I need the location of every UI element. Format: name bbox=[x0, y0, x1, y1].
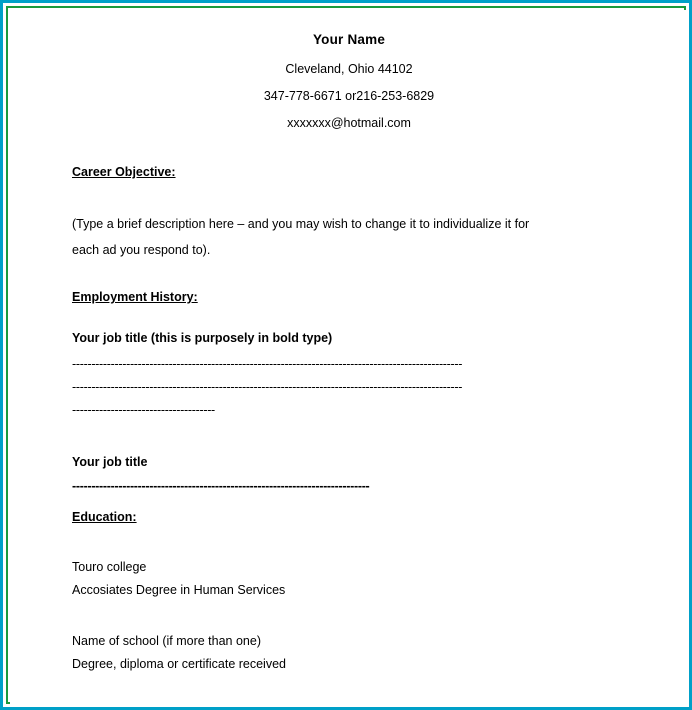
resume-header bbox=[72, 32, 626, 130]
education-entry-1 bbox=[72, 556, 626, 602]
education-section bbox=[72, 508, 626, 526]
education-school-1: Touro college bbox=[72, 560, 147, 574]
career-objective-section bbox=[72, 163, 626, 181]
education-degree-1: Accosiates Degree in Human Services bbox=[72, 583, 286, 597]
candidate-phone: 347-778-6671 or216-253-6829 bbox=[263, 89, 435, 103]
candidate-email: xxxxxxx@hotmail.com bbox=[287, 116, 411, 130]
job-title-1: Your job title (this is purposely in bold type) bbox=[72, 331, 333, 345]
employment-history-section bbox=[72, 288, 626, 306]
education-heading: Education: bbox=[72, 510, 137, 524]
career-objective-line-2: each ad you respond to). bbox=[72, 243, 211, 257]
resume-document bbox=[10, 10, 688, 706]
career-objective-body bbox=[72, 211, 626, 263]
education-entry-2 bbox=[72, 630, 626, 676]
career-objective-heading: Career Objective: bbox=[72, 165, 176, 179]
candidate-name: Your Name bbox=[312, 32, 386, 47]
job-title-2: Your job title bbox=[72, 455, 148, 469]
job-2-rule-line: ----------------------------------------------------------------------------- bbox=[72, 479, 370, 493]
education-school-2: Name of school (if more than one) bbox=[72, 634, 261, 648]
job-1-rule-line-3: ------------------------------------- bbox=[72, 403, 215, 417]
job-1-rule-line-2: ----------------------------------------------------------------------------------------------------- bbox=[72, 380, 463, 394]
education-degree-2: Degree, diploma or certificate received bbox=[72, 657, 286, 671]
candidate-address: Cleveland, Ohio 44102 bbox=[285, 62, 413, 76]
employment-history-heading: Employment History: bbox=[72, 290, 198, 304]
job-1-rule-line-1: ----------------------------------------------------------------------------------------------------- bbox=[72, 357, 463, 371]
career-objective-line-1: (Type a brief description here – and you may wish to change it to individualize it for bbox=[72, 217, 530, 231]
